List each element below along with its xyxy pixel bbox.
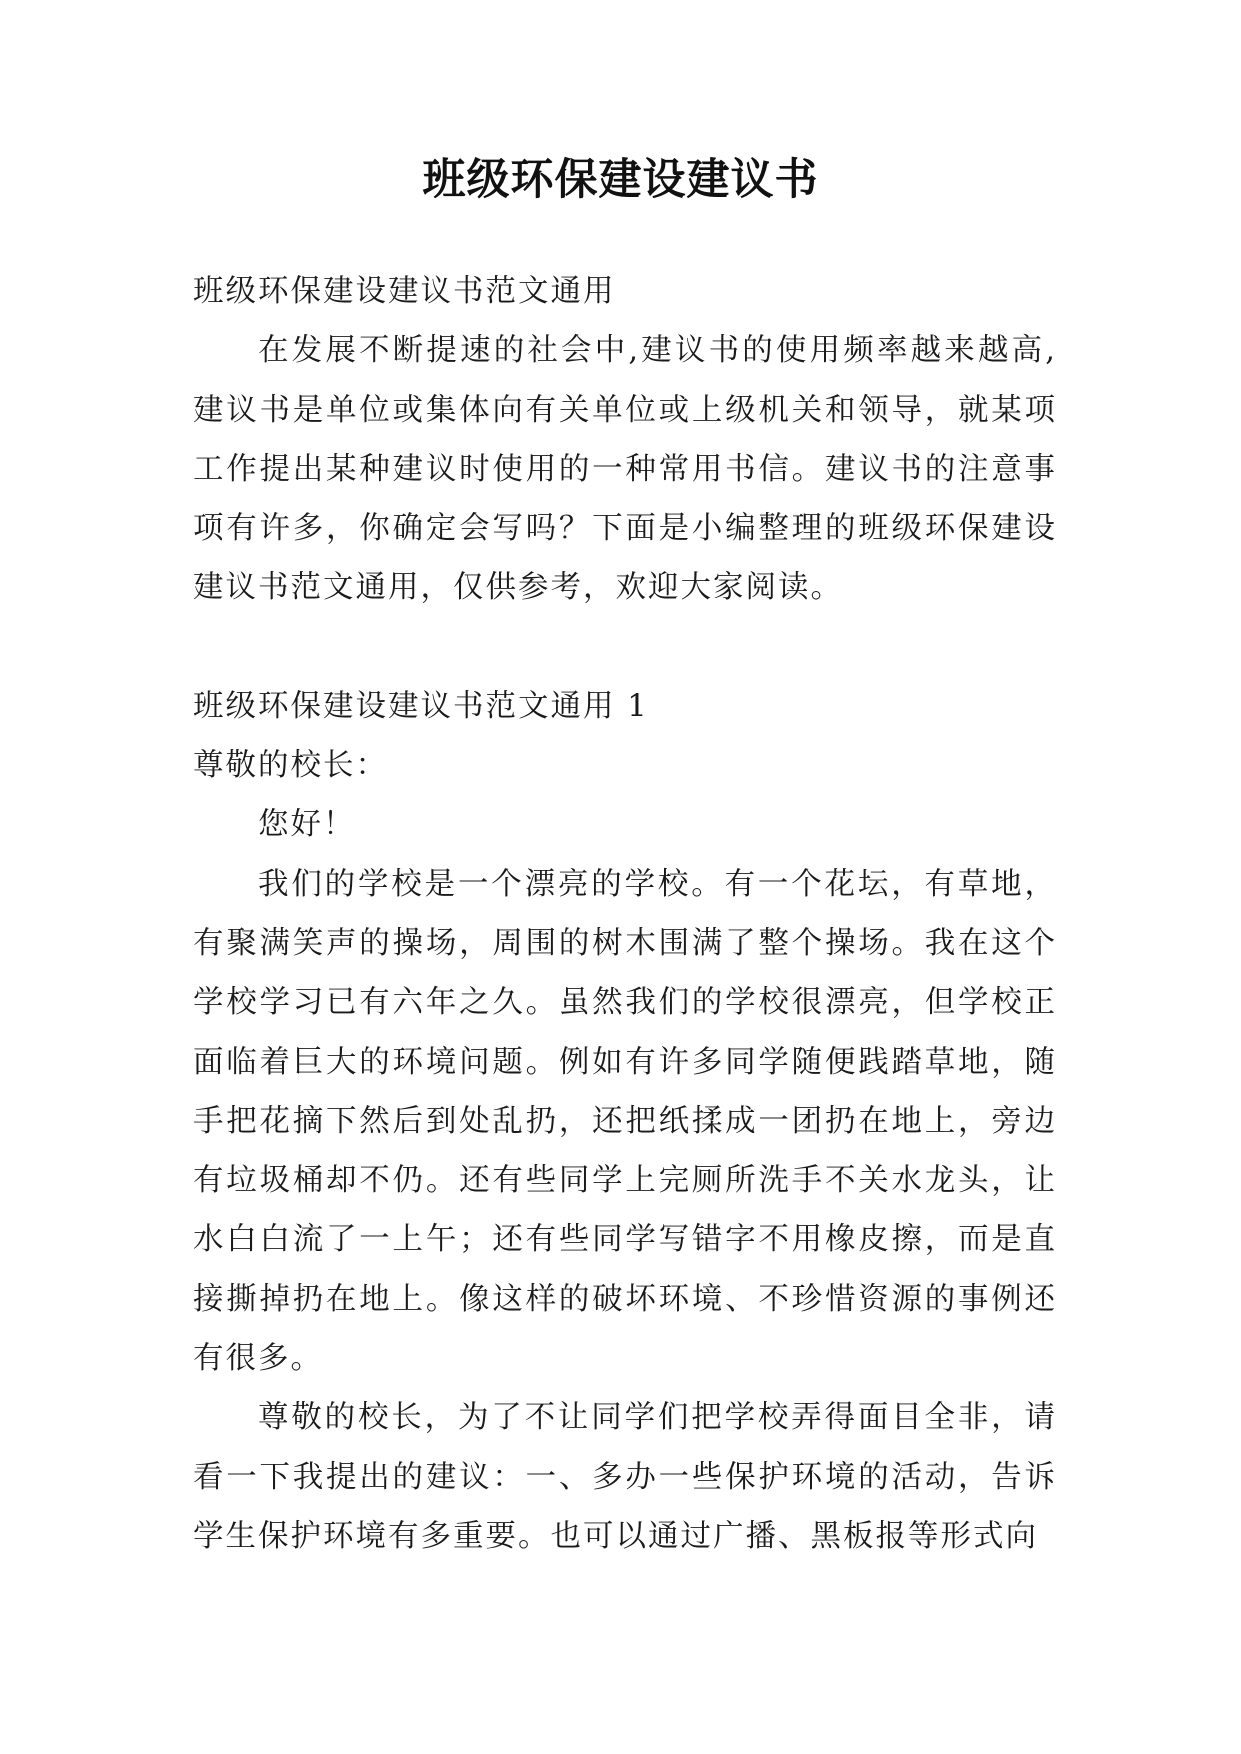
document-body (193, 262, 1057, 1566)
document-title: 班级环保建设建议书 (422, 155, 819, 205)
body-paragraph-1: 我们的学校是一个漂亮的学校。有一个花坛，有草地，有聚满笑声的操场，周围的树木围满了整个操场。我在这个学校学习已有六年之久。虽然我们的学校很漂亮，但学校正面临着巨大的环境问题。例如有许多同学随便践踏草地，随手把花摘下然后到处乱扔，还把纸揉成一团扔在地上，旁边有垃圾桶却不仍。还有些同学上完厕所洗手不关水龙头，让水白白流了一上午；还有些同学写错字不用橡皮擦，而是直接撕掉扔在地上。像这样的破坏环境、不珍惜资源的事例还有很多。 (193, 866, 1057, 1377)
salutation: 尊敬的校长： (193, 748, 388, 784)
body-paragraph-2: 尊敬的校长，为了不让同学们把学校弄得面目全非，请看一下我提出的建议：一、多办一些保护环境的活动，告诉学生保护环境有多重要。也可以通过广播、黑板报等形式向 (193, 1400, 1057, 1554)
document-subtitle: 班级环保建设建议书范文通用 (193, 274, 616, 309)
greeting: 您好！ (258, 807, 356, 843)
section-heading: 班级环保建设建议书范文通用 1 (193, 688, 649, 724)
intro-paragraph: 在发展不断提速的社会中,建议书的使用频率越来越高,建议书是单位或集体向有关单位或上级机关和领导，就某项工作提出某种建议时使用的一种常用书信。建议书的注意事项有许多，你确定会写吗？下面是小编整理的班级环保建设建议书范文通用，仅供参考，欢迎大家阅读。 (193, 333, 1057, 606)
